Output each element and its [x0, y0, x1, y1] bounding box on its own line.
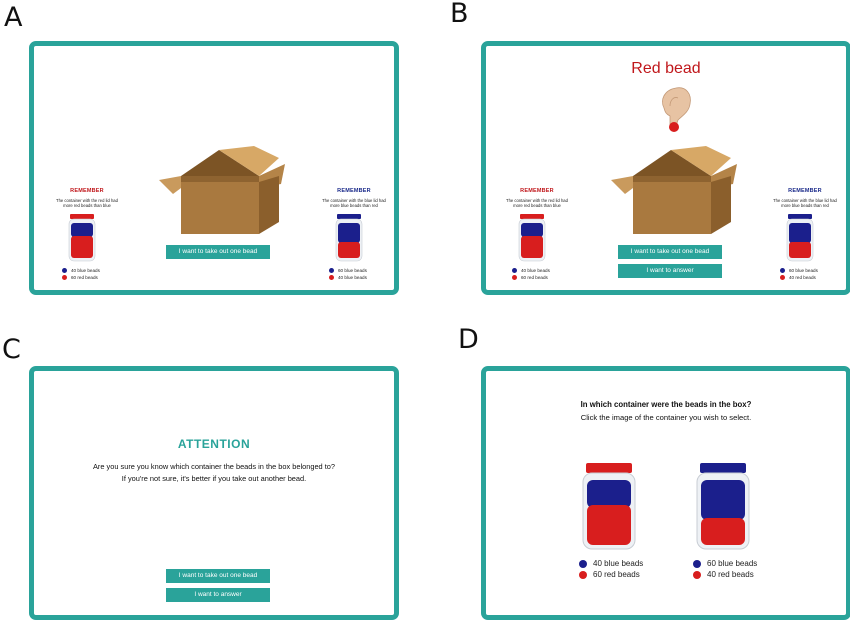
- take-bead-button[interactable]: I want to take out one bead: [166, 245, 270, 259]
- remember-text: The container with the blue lid had more blue beads than red: [322, 198, 386, 208]
- legend-label: 60 red beads: [71, 275, 98, 280]
- legend-row: [780, 267, 818, 274]
- screen-a: [29, 41, 399, 295]
- legend-row: [329, 274, 367, 281]
- remember-card-right: [313, 188, 395, 208]
- red-lid-jar: [68, 214, 96, 262]
- legend-label: 60 red beads: [593, 570, 640, 579]
- legend-right: [693, 558, 757, 580]
- legend-left: [512, 267, 550, 281]
- legend-label: 40 blue beads: [71, 268, 100, 273]
- blue-dot-icon: [579, 560, 587, 568]
- red-dot-icon: [579, 571, 587, 579]
- legend-row: [62, 267, 100, 274]
- legend-label: 60 blue beads: [707, 559, 758, 568]
- legend-row: [329, 267, 367, 274]
- legend-left: [579, 558, 643, 580]
- screen-b: [481, 41, 850, 295]
- legend-label: 60 blue beads: [789, 268, 818, 273]
- legend-row: [512, 274, 550, 281]
- legend-label: 40 blue beads: [593, 559, 644, 568]
- legend-label: 60 red beads: [521, 275, 548, 280]
- red-dot-icon: [693, 571, 701, 579]
- legend-row: [693, 558, 757, 569]
- remember-title: REMEMBER: [337, 188, 371, 194]
- remember-title: REMEMBER: [70, 188, 104, 194]
- legend-label: 40 blue beads: [521, 268, 550, 273]
- legend-row: [693, 569, 757, 580]
- blue-lid-jar-option[interactable]: [696, 463, 750, 551]
- blue-dot-icon: [780, 268, 785, 273]
- attention-line-2: If you're not sure, it's better if you take out another bead.: [121, 474, 307, 483]
- remember-card-left: [46, 188, 128, 208]
- blue-dot-icon: [62, 268, 67, 273]
- blue-dot-icon: [693, 560, 701, 568]
- blue-lid-jar: [786, 214, 814, 262]
- cardboard-box: [159, 146, 285, 238]
- legend-label: 40 blue beads: [338, 275, 367, 280]
- legend-right: [780, 267, 818, 281]
- panel-letter-d: D: [458, 324, 479, 355]
- remember-text: The container with the blue lid had more blue beads than red: [773, 198, 837, 208]
- legend-label: 40 red beads: [707, 570, 754, 579]
- legend-row: [780, 274, 818, 281]
- cardboard-box: [611, 146, 737, 238]
- legend-label: 60 blue beads: [338, 268, 367, 273]
- legend-label: 40 red beads: [789, 275, 816, 280]
- panel-letter-c: C: [2, 334, 21, 365]
- panel-letter-b: B: [450, 0, 469, 29]
- red-lid-jar-option[interactable]: [582, 463, 636, 551]
- red-lid-jar: [518, 214, 546, 262]
- blue-dot-icon: [512, 268, 517, 273]
- legend-row: [579, 569, 643, 580]
- legend-row: [512, 267, 550, 274]
- red-dot-icon: [62, 275, 67, 280]
- legend-left: [62, 267, 100, 281]
- attention-heading: ATTENTION: [177, 437, 251, 451]
- take-bead-button[interactable]: I want to take out one bead: [618, 245, 722, 259]
- attention-line-1: Are you sure you know which container the beads in the box belonged to?: [93, 462, 335, 471]
- legend-row: [62, 274, 100, 281]
- remember-title: REMEMBER: [788, 188, 822, 194]
- red-dot-icon: [329, 275, 334, 280]
- hand-icon: [656, 86, 696, 134]
- remember-text: The container with the red lid had more red beads than blue: [56, 198, 118, 208]
- screen-d: [481, 366, 850, 620]
- result-label: Red bead: [631, 60, 701, 77]
- panel-letter-a: A: [4, 2, 23, 33]
- red-dot-icon: [512, 275, 517, 280]
- legend-row: [579, 558, 643, 569]
- remember-title: REMEMBER: [520, 188, 554, 194]
- take-bead-button[interactable]: I want to take out one bead: [166, 569, 270, 583]
- blue-lid-jar: [335, 214, 363, 262]
- remember-text: The container with the red lid had more red beads than blue: [506, 198, 568, 208]
- screen-c: [29, 366, 399, 620]
- answer-button[interactable]: I want to answer: [618, 264, 722, 278]
- answer-button[interactable]: I want to answer: [166, 588, 270, 602]
- legend-right: [329, 267, 367, 281]
- remember-card-right: [764, 188, 846, 208]
- instruction-text: Click the image of the container you wish to select.: [580, 413, 752, 422]
- blue-dot-icon: [329, 268, 334, 273]
- red-dot-icon: [780, 275, 785, 280]
- question-text: In which container were the beads in the box?: [580, 400, 752, 409]
- remember-card-left: [496, 188, 578, 208]
